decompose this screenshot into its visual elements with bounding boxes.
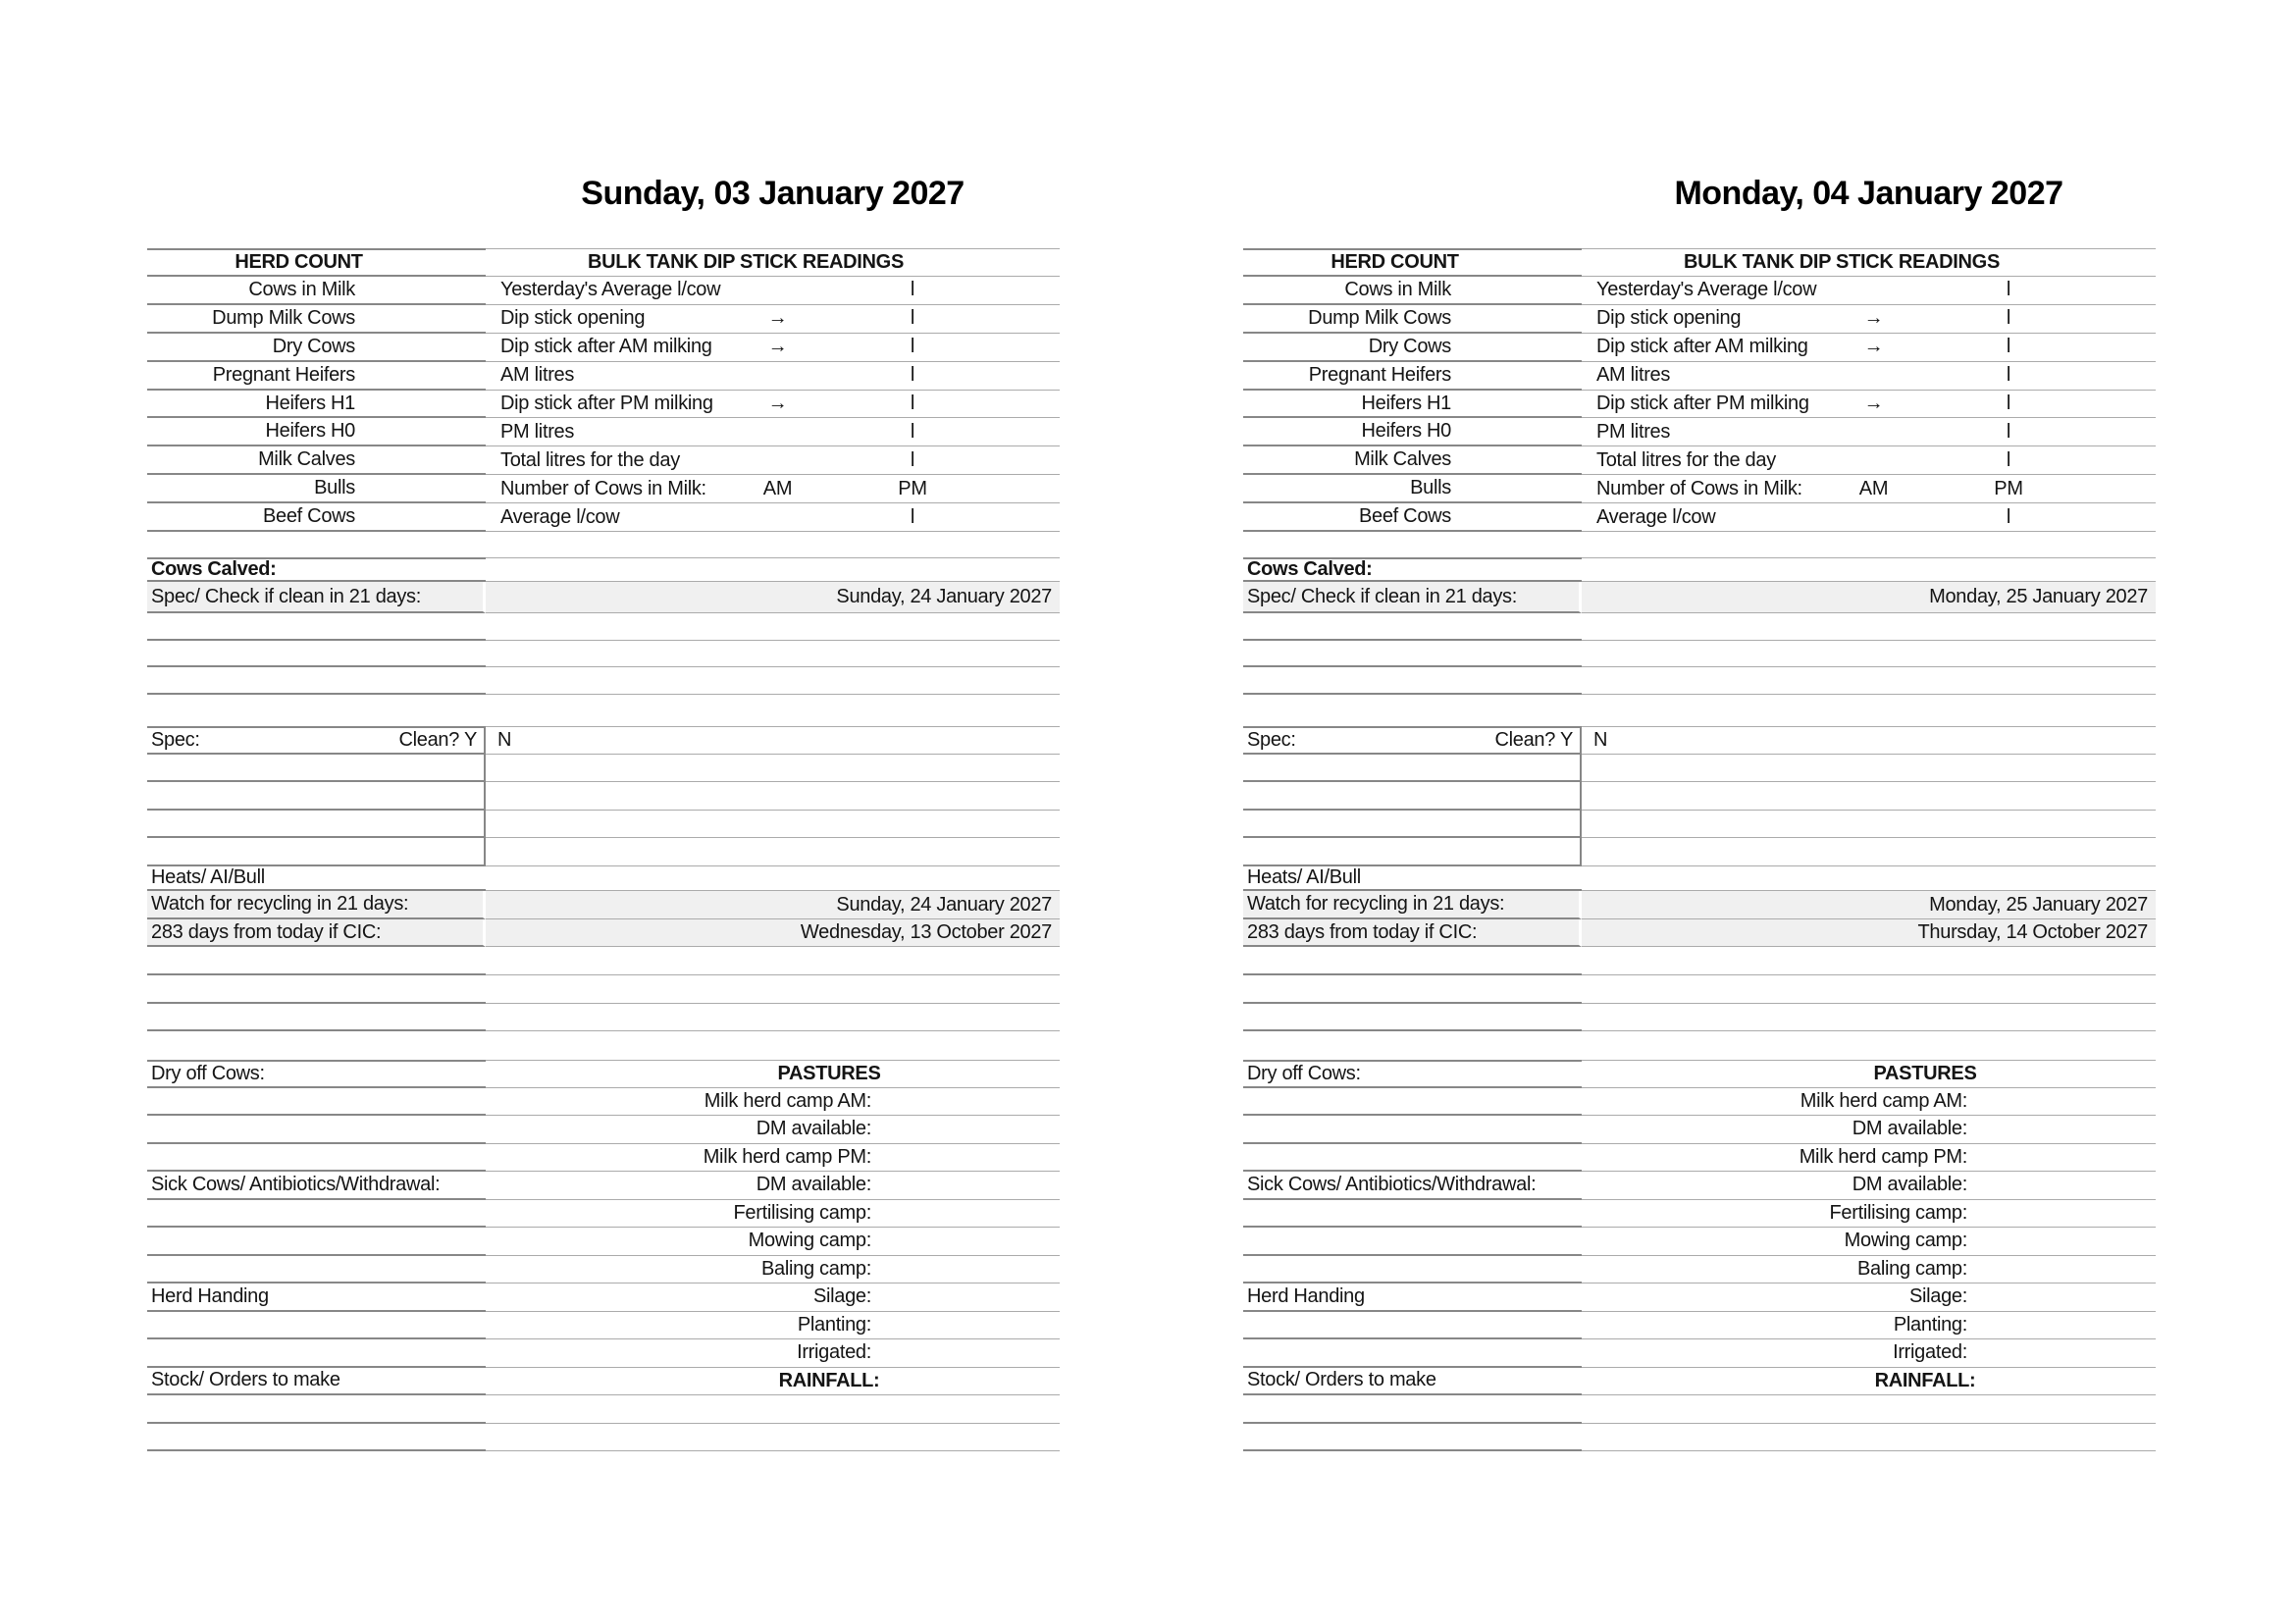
pasture-row xyxy=(147,1339,1060,1368)
pasture-row xyxy=(1243,1283,2156,1312)
pasture-row xyxy=(1243,1312,2156,1340)
bulk-row-label: Dip stick after AM milking xyxy=(1596,336,1808,358)
bulk-row xyxy=(1582,334,2156,362)
sick-cows-label: Sick Cows/ Antibiotics/Withdrawal: xyxy=(147,1172,486,1200)
fertilising-camp-label: Fertilising camp: xyxy=(486,1200,1060,1229)
blank-row xyxy=(1243,947,2156,975)
bulk-readings-header: BULK TANK DIP STICK READINGS xyxy=(1582,248,2156,277)
pasture-row xyxy=(1243,1144,2156,1173)
milk-herd-camp-pm-label: Milk herd camp PM: xyxy=(1582,1144,2156,1173)
bulk-row-label: Total litres for the day xyxy=(500,448,680,471)
blank-row xyxy=(147,947,1060,975)
herd-row-label: Cows in Milk xyxy=(1243,277,1582,305)
bulk-arrow-cell: → xyxy=(1863,336,1884,358)
heats-label: Heats/ AI/Bull xyxy=(147,866,486,891)
herd-row-label: Heifers H0 xyxy=(1243,418,1582,446)
blank-row xyxy=(147,755,1060,783)
bulk-litres-cell: l xyxy=(2006,420,2011,443)
pastures-section xyxy=(147,1060,1060,1395)
herd-row-label: Pregnant Heifers xyxy=(147,362,486,391)
blank-row xyxy=(147,1395,1060,1424)
pasture-row xyxy=(147,1144,1060,1173)
check-clean-label: Spec/ Check if clean in 21 days: xyxy=(147,582,486,613)
bulk-row xyxy=(486,391,1060,419)
herd-and-bulk-table xyxy=(1243,248,2156,532)
bulk-arrow-cell: → xyxy=(767,393,788,414)
bulk-arrow-cell: → xyxy=(767,336,788,358)
cic-row xyxy=(1243,919,2156,947)
bulk-row-label: Dip stick after PM milking xyxy=(500,393,713,414)
pasture-left-cell xyxy=(1243,1200,1582,1229)
pasture-row xyxy=(147,1283,1060,1312)
blank-row xyxy=(1243,1395,2156,1424)
pasture-row xyxy=(1243,1228,2156,1256)
blank-row xyxy=(1243,811,2156,839)
bulk-litres-cell: l xyxy=(2006,505,2011,528)
rainfall-row xyxy=(147,1368,1060,1396)
bulk-row-label: Average l/cow xyxy=(1596,505,1716,528)
pasture-row xyxy=(1243,1256,2156,1284)
recycling-row xyxy=(1243,891,2156,919)
table-row xyxy=(1243,362,2156,391)
cows-calved-section xyxy=(1243,557,2156,695)
spec-clean-table xyxy=(1243,726,2156,866)
bulk-row-label: Dip stick opening xyxy=(1596,307,1742,330)
spec-clean-table xyxy=(147,726,1060,866)
blank-row xyxy=(1243,641,2156,667)
bulk-row xyxy=(486,475,1060,503)
silage-label: Silage: xyxy=(1582,1283,2156,1312)
pasture-left-cell xyxy=(147,1228,486,1256)
recycling-date: Sunday, 24 January 2027 xyxy=(486,891,1060,919)
cic-date: Wednesday, 13 October 2027 xyxy=(486,919,1060,947)
bulk-row xyxy=(1582,277,2156,305)
herd-row-label: Beef Cows xyxy=(147,503,486,532)
irrigated-label: Irrigated: xyxy=(1582,1339,2156,1368)
bulk-row-label: Number of Cows in Milk: xyxy=(500,477,706,499)
table-row xyxy=(1243,446,2156,475)
herd-row-label: Bulls xyxy=(1243,475,1582,503)
pastures-header: PASTURES xyxy=(486,1060,1060,1088)
bulk-litres-cell: l xyxy=(910,307,915,330)
table-row xyxy=(147,305,1060,334)
recycling-date: Monday, 25 January 2027 xyxy=(1582,891,2156,919)
bulk-row xyxy=(486,446,1060,475)
blank-row xyxy=(1243,838,2156,866)
pastures-header: PASTURES xyxy=(1582,1060,2156,1088)
bulk-row xyxy=(486,362,1060,391)
bulk-row xyxy=(1582,446,2156,475)
bulk-row xyxy=(486,277,1060,305)
bulk-row xyxy=(1582,305,2156,334)
heats-label: Heats/ AI/Bull xyxy=(1243,866,1582,891)
pasture-row xyxy=(1243,1088,2156,1117)
bulk-row xyxy=(1582,503,2156,532)
bulk-pm-cell: PM xyxy=(898,477,927,499)
pasture-left-cell xyxy=(147,1339,486,1368)
bulk-am-cell: AM xyxy=(762,477,793,499)
spec-header-row xyxy=(147,726,1060,755)
herd-handing-label: Herd Handing xyxy=(1243,1283,1582,1312)
bulk-litres-cell: l xyxy=(910,505,915,528)
blank-row xyxy=(1243,1004,2156,1031)
herd-row-label: Bulls xyxy=(147,475,486,503)
pasture-left-cell xyxy=(1243,1116,1582,1144)
table-row xyxy=(1243,334,2156,362)
pasture-left-cell xyxy=(147,1256,486,1284)
page-title: Sunday, 03 January 2027 xyxy=(581,175,965,212)
rainfall-label: RAINFALL: xyxy=(1582,1368,2156,1396)
pasture-left-cell xyxy=(1243,1339,1582,1368)
herd-row-label: Heifers H0 xyxy=(147,418,486,446)
pasture-left-cell xyxy=(147,1116,486,1144)
table-row xyxy=(147,277,1060,305)
pasture-row xyxy=(147,1172,1060,1200)
pasture-row xyxy=(1243,1172,2156,1200)
bulk-row-label: PM litres xyxy=(1596,420,1671,443)
bulk-readings-header: BULK TANK DIP STICK READINGS xyxy=(486,248,1060,277)
pasture-row xyxy=(1243,1339,2156,1368)
mowing-camp-label: Mowing camp: xyxy=(1582,1228,2156,1256)
table-header-row xyxy=(1243,248,2156,277)
check-clean-row xyxy=(1243,582,2156,613)
fertilising-camp-label: Fertilising camp: xyxy=(1582,1200,2156,1229)
bulk-row-label: PM litres xyxy=(500,420,575,443)
blank-row xyxy=(1243,1424,2156,1452)
milk-herd-camp-pm-label: Milk herd camp PM: xyxy=(486,1144,1060,1173)
bulk-row xyxy=(1582,475,2156,503)
herd-row-label: Cows in Milk xyxy=(147,277,486,305)
spec-header-row xyxy=(1243,726,2156,755)
diary-page xyxy=(1243,0,2156,1624)
bulk-litres-cell: l xyxy=(910,448,915,471)
section-title-row xyxy=(1243,557,2156,582)
pasture-row xyxy=(147,1228,1060,1256)
milk-herd-camp-am-label: Milk herd camp AM: xyxy=(1582,1088,2156,1117)
table-row xyxy=(147,362,1060,391)
blank-row xyxy=(1243,755,2156,783)
cows-calved-label: Cows Calved: xyxy=(147,557,486,582)
pasture-left-cell xyxy=(1243,1228,1582,1256)
blank-row xyxy=(1243,613,2156,641)
silage-label: Silage: xyxy=(486,1283,1060,1312)
table-row xyxy=(147,391,1060,419)
bulk-row-label: Average l/cow xyxy=(500,505,620,528)
pasture-left-cell xyxy=(147,1200,486,1229)
bulk-row xyxy=(486,305,1060,334)
planting-label: Planting: xyxy=(486,1312,1060,1340)
trailing-blank-lines xyxy=(1243,1395,2156,1451)
dm-available-label: DM available: xyxy=(486,1116,1060,1144)
diary-page xyxy=(147,0,1060,1624)
bulk-arrow-cell: → xyxy=(1863,307,1884,330)
dry-off-cows-label: Dry off Cows: xyxy=(147,1060,486,1088)
bulk-am-cell: AM xyxy=(1858,477,1889,499)
bulk-litres-cell: l xyxy=(2006,393,2011,414)
blank-row xyxy=(147,613,1060,641)
dm-available-label: DM available: xyxy=(1582,1116,2156,1144)
bulk-litres-cell: l xyxy=(2006,448,2011,471)
pasture-row xyxy=(1243,1116,2156,1144)
blank-row xyxy=(1243,782,2156,811)
pasture-row xyxy=(1243,1200,2156,1229)
bulk-row xyxy=(486,418,1060,446)
pasture-left-cell xyxy=(1243,1088,1582,1117)
bulk-arrow-cell: → xyxy=(1863,393,1884,414)
pasture-left-cell xyxy=(1243,1144,1582,1173)
pastures-section xyxy=(1243,1060,2156,1395)
bulk-litres-cell: l xyxy=(2006,307,2011,330)
baling-camp-label: Baling camp: xyxy=(1582,1256,2156,1284)
herd-count-header: HERD COUNT xyxy=(147,248,486,277)
page-title: Monday, 04 January 2027 xyxy=(1674,175,2063,212)
irrigated-label: Irrigated: xyxy=(486,1339,1060,1368)
blank-row xyxy=(147,838,1060,866)
spec-label: Spec: xyxy=(1247,728,1296,751)
pasture-left-cell xyxy=(1243,1312,1582,1340)
table-row xyxy=(1243,305,2156,334)
cic-label: 283 days from today if CIC: xyxy=(1243,919,1582,947)
bulk-pm-cell: PM xyxy=(1994,477,2023,499)
blank-row xyxy=(147,641,1060,667)
bulk-row xyxy=(1582,418,2156,446)
herd-row-label: Heifers H1 xyxy=(1243,391,1582,419)
dm-available-label: DM available: xyxy=(486,1172,1060,1200)
empty-cell xyxy=(1582,557,2156,582)
bulk-litres-cell: l xyxy=(2006,279,2011,301)
trailing-blank-lines xyxy=(147,1395,1060,1451)
check-clean-date: Monday, 25 January 2027 xyxy=(1582,582,2156,613)
pasture-left-cell xyxy=(147,1088,486,1117)
table-row xyxy=(1243,277,2156,305)
clean-n-label: N xyxy=(1582,726,2156,755)
table-header-row xyxy=(147,248,1060,277)
herd-handing-label: Herd Handing xyxy=(147,1283,486,1312)
table-row xyxy=(1243,418,2156,446)
pasture-row xyxy=(147,1116,1060,1144)
pasture-row xyxy=(147,1256,1060,1284)
cic-row xyxy=(147,919,1060,947)
bulk-row xyxy=(486,334,1060,362)
bulk-litres-cell: l xyxy=(910,393,915,414)
bulk-row-label: Yesterday's Average l/cow xyxy=(1596,279,1817,301)
bulk-row xyxy=(1582,391,2156,419)
recycling-label: Watch for recycling in 21 days: xyxy=(1243,891,1582,919)
bulk-row-label: Yesterday's Average l/cow xyxy=(500,279,721,301)
pasture-left-cell xyxy=(147,1144,486,1173)
spec-label: Spec: xyxy=(151,728,200,751)
heats-section xyxy=(1243,866,2156,1031)
cic-date: Thursday, 14 October 2027 xyxy=(1582,919,2156,947)
bulk-row-label: Dip stick after PM milking xyxy=(1596,393,1809,414)
blank-row xyxy=(147,811,1060,839)
bulk-litres-cell: l xyxy=(910,364,915,387)
herd-and-bulk-table xyxy=(147,248,1060,532)
herd-row-label: Dry Cows xyxy=(1243,334,1582,362)
herd-row-label: Dump Milk Cows xyxy=(1243,305,1582,334)
dry-off-cows-label: Dry off Cows: xyxy=(1243,1060,1582,1088)
check-clean-row xyxy=(147,582,1060,613)
pasture-left-cell xyxy=(147,1312,486,1340)
bulk-litres-cell: l xyxy=(910,279,915,301)
blank-row xyxy=(147,667,1060,695)
sick-cows-label: Sick Cows/ Antibiotics/Withdrawal: xyxy=(1243,1172,1582,1200)
bulk-row-label: Dip stick after AM milking xyxy=(500,336,712,358)
herd-row-label: Dry Cows xyxy=(147,334,486,362)
herd-row-label: Milk Calves xyxy=(147,446,486,475)
bulk-litres-cell: l xyxy=(910,336,915,358)
baling-camp-label: Baling camp: xyxy=(486,1256,1060,1284)
table-row xyxy=(147,446,1060,475)
cows-calved-section xyxy=(147,557,1060,695)
herd-row-label: Beef Cows xyxy=(1243,503,1582,532)
stock-orders-label: Stock/ Orders to make xyxy=(147,1368,486,1396)
blank-row xyxy=(1243,975,2156,1004)
section-title-row xyxy=(1243,866,2156,891)
pastures-header-row xyxy=(147,1060,1060,1088)
heats-section xyxy=(147,866,1060,1031)
table-row xyxy=(1243,475,2156,503)
dm-available-label: DM available: xyxy=(1582,1172,2156,1200)
cows-calved-label: Cows Calved: xyxy=(1243,557,1582,582)
pasture-row xyxy=(147,1088,1060,1117)
bulk-row-label: Dip stick opening xyxy=(500,307,646,330)
recycling-row xyxy=(147,891,1060,919)
recycling-label: Watch for recycling in 21 days: xyxy=(147,891,486,919)
herd-row-label: Pregnant Heifers xyxy=(1243,362,1582,391)
bulk-row-label: Number of Cows in Milk: xyxy=(1596,477,1802,499)
rainfall-label: RAINFALL: xyxy=(486,1368,1060,1396)
bulk-litres-cell: l xyxy=(2006,364,2011,387)
bulk-row xyxy=(486,503,1060,532)
check-clean-label: Spec/ Check if clean in 21 days: xyxy=(1243,582,1582,613)
blank-row xyxy=(1243,667,2156,695)
clean-y-label: Clean? Y xyxy=(1494,728,1573,751)
table-row xyxy=(147,418,1060,446)
blank-row xyxy=(147,1424,1060,1452)
bulk-row-label: Total litres for the day xyxy=(1596,448,1776,471)
table-row xyxy=(1243,503,2156,532)
blank-row xyxy=(147,1004,1060,1031)
bulk-arrow-cell: → xyxy=(767,307,788,330)
bulk-row-label: AM litres xyxy=(500,364,575,387)
bulk-litres-cell: l xyxy=(910,420,915,443)
stock-orders-label: Stock/ Orders to make xyxy=(1243,1368,1582,1396)
clean-y-label: Clean? Y xyxy=(398,728,477,751)
blank-row xyxy=(147,782,1060,811)
milk-herd-camp-am-label: Milk herd camp AM: xyxy=(486,1088,1060,1117)
bulk-row xyxy=(1582,362,2156,391)
herd-count-header: HERD COUNT xyxy=(1243,248,1582,277)
rainfall-row xyxy=(1243,1368,2156,1396)
bulk-litres-cell: l xyxy=(2006,336,2011,358)
pasture-row xyxy=(147,1200,1060,1229)
bulk-row-label: AM litres xyxy=(1596,364,1671,387)
mowing-camp-label: Mowing camp: xyxy=(486,1228,1060,1256)
herd-row-label: Heifers H1 xyxy=(147,391,486,419)
table-row xyxy=(147,334,1060,362)
empty-cell xyxy=(486,557,1060,582)
table-row xyxy=(147,503,1060,532)
pasture-left-cell xyxy=(1243,1256,1582,1284)
pasture-row xyxy=(147,1312,1060,1340)
herd-row-label: Dump Milk Cows xyxy=(147,305,486,334)
cic-label: 283 days from today if CIC: xyxy=(147,919,486,947)
section-title-row xyxy=(147,557,1060,582)
planting-label: Planting: xyxy=(1582,1312,2156,1340)
blank-row xyxy=(147,975,1060,1004)
pastures-header-row xyxy=(1243,1060,2156,1088)
clean-n-label: N xyxy=(486,726,1060,755)
check-clean-date: Sunday, 24 January 2027 xyxy=(486,582,1060,613)
table-row xyxy=(147,475,1060,503)
table-row xyxy=(1243,391,2156,419)
herd-row-label: Milk Calves xyxy=(1243,446,1582,475)
section-title-row xyxy=(147,866,1060,891)
